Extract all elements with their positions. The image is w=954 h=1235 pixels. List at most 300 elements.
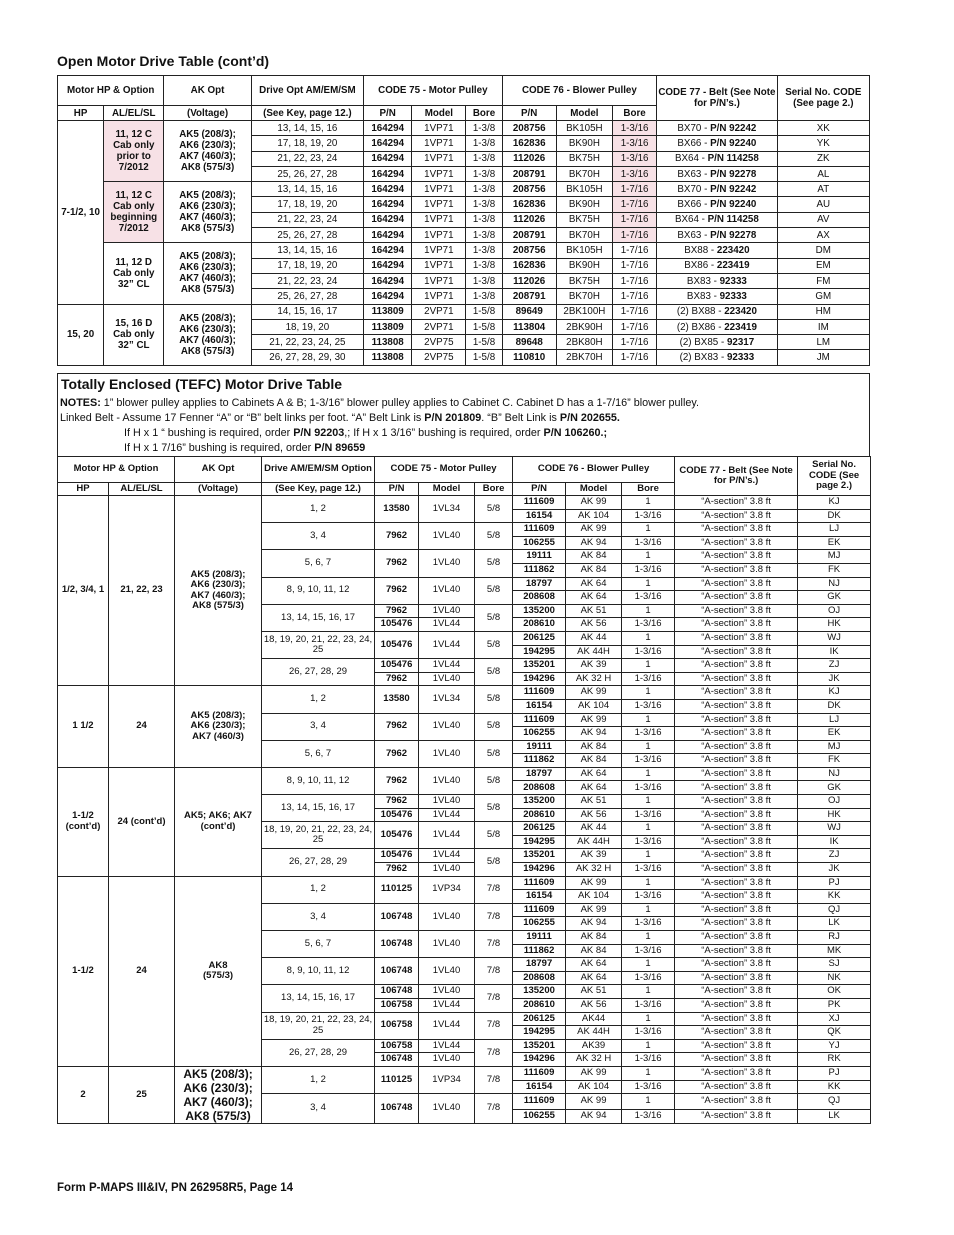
blower-bore-cell: 1-7/16 — [612, 258, 656, 273]
blower-bore-cell: 1-3/16 — [612, 121, 656, 136]
drive-cell: 21, 22, 23, 24 — [251, 151, 363, 166]
serial-code-cell: KK — [798, 890, 871, 904]
option-cell: 24 — [109, 876, 175, 1066]
motor-pn-cell: 164294 — [364, 197, 412, 212]
ak-opt-cell — [164, 304, 251, 365]
motor-model-cell: 1VL40 — [419, 577, 475, 604]
belt-type: BX66 - — [677, 137, 711, 149]
drive-cell: 26, 27, 28, 29 — [262, 849, 375, 876]
belt-cell: “A-section” 3.8 ft — [675, 985, 798, 999]
blower-pn-cell: 111609 — [513, 876, 566, 890]
blower-model-cell: 2BK80H — [556, 335, 612, 350]
blower-pn-cell: 111862 — [513, 944, 566, 958]
ak-opt-cell — [175, 767, 262, 876]
blower-bore-cell: 1-3/16 — [622, 1080, 675, 1094]
serial-code-cell: ZK — [777, 151, 869, 166]
cell-line: AK7 (460/3); — [179, 151, 236, 163]
motor-bore-cell: 5/8 — [475, 577, 513, 604]
motor-pn-cell: 113808 — [364, 350, 412, 365]
cell-line: AK7 (460/3); — [179, 334, 236, 346]
motor-model-cell: 1VL40 — [419, 713, 475, 740]
drive-cell: 1, 2 — [262, 876, 375, 903]
drive-cell: 3, 4 — [262, 903, 375, 930]
blower-pn-cell: 194296 — [513, 1053, 566, 1067]
blower-model-cell: AK 84 — [566, 944, 622, 958]
option-cell: 25 — [109, 1066, 175, 1123]
belt-cell — [657, 228, 777, 243]
motor-bore-cell: 7/8 — [475, 1012, 513, 1039]
header-key: (See Key, page 12.) — [251, 106, 363, 121]
header-pn: P/N — [375, 483, 419, 496]
drive-cell: 3, 4 — [262, 713, 375, 740]
header-voltage: (Voltage) — [175, 483, 262, 496]
blower-bore-cell: 1-3/16 — [622, 808, 675, 822]
serial-code-cell: MK — [798, 944, 871, 958]
belt-pn: 92333 — [726, 352, 755, 364]
blower-pn-cell: 89648 — [502, 335, 556, 350]
blower-model-cell: AK 84 — [566, 931, 622, 945]
serial-code-cell: NK — [798, 971, 871, 985]
header-code76: CODE 76 - Blower Pulley — [502, 76, 657, 106]
serial-code-cell: EK — [798, 727, 871, 741]
blower-pn-cell: 111609 — [513, 523, 566, 537]
drive-cell: 25, 26, 27, 28 — [251, 228, 363, 243]
serial-code-cell: GK — [798, 591, 871, 605]
cell-line: (cont’d) — [200, 820, 236, 832]
serial-code-cell: NJ — [798, 577, 871, 591]
motor-pn-cell: 164294 — [364, 166, 412, 181]
tefc-notes — [60, 396, 699, 456]
blower-pn-cell: 194296 — [513, 672, 566, 686]
motor-bore-cell: 1-3/8 — [466, 243, 502, 258]
blower-pn-cell: 194295 — [513, 645, 566, 659]
blower-bore-cell: 1-3/16 — [622, 1110, 675, 1124]
motor-model-cell: 1VL44 — [419, 808, 475, 822]
note-line-2: Linked Belt - Assume 17 Fenner “A” or “B” belt links per foot. “A” Belt Link is P/N 201809. “B” Belt Link is P/N 202655. — [60, 412, 620, 424]
hp-cell: 2 — [58, 1066, 109, 1123]
ak-opt-cell — [164, 243, 251, 304]
blower-bore-cell: 1 — [622, 822, 675, 836]
blower-pn-cell: 112026 — [502, 212, 556, 227]
serial-code-cell: HK — [798, 808, 871, 822]
motor-model-cell: 1VL44 — [419, 631, 475, 658]
belt-cell: “A-section” 3.8 ft — [675, 890, 798, 904]
blower-model-cell: BK75H — [556, 273, 612, 288]
drive-cell: 1, 2 — [262, 496, 375, 523]
hp-cell: 1 1/2 — [58, 686, 109, 768]
motor-pn-cell: 105476 — [375, 618, 419, 632]
table-row — [58, 496, 871, 510]
blower-pn-cell: 89649 — [502, 304, 556, 319]
blower-model-cell: AK 51 — [566, 795, 622, 809]
header-code75: CODE 75 - Motor Pulley — [375, 457, 513, 483]
cell-line: AK5 (208/3); — [179, 190, 236, 202]
motor-bore-cell: 7/8 — [475, 931, 513, 958]
blower-pn-cell: 206125 — [513, 631, 566, 645]
blower-bore-cell: 1-3/16 — [622, 863, 675, 877]
belt-cell: “A-section” 3.8 ft — [675, 958, 798, 972]
belt-type: BX66 - — [677, 199, 711, 211]
motor-model-cell: 2VP71 — [412, 319, 466, 334]
blower-model-cell: AK 94 — [566, 917, 622, 931]
serial-code-cell: PJ — [798, 1066, 871, 1080]
serial-code-cell: EM — [777, 258, 869, 273]
serial-code-cell: QK — [798, 1026, 871, 1040]
blower-pn-cell: 111862 — [513, 754, 566, 768]
blower-model-cell: BK90H — [556, 258, 612, 273]
blower-pn-cell: 162836 — [502, 258, 556, 273]
belt-pn: P/N 92242 — [710, 183, 757, 195]
hp-cell: 15, 20 — [58, 304, 104, 365]
motor-pn-cell: 110125 — [375, 1066, 419, 1093]
motor-pn-cell: 106748 — [375, 1053, 419, 1067]
motor-model-cell: 1VL40 — [419, 672, 475, 686]
belt-pn: 223419 — [716, 260, 750, 272]
blower-pn-cell: 208756 — [502, 121, 556, 136]
belt-cell: “A-section” 3.8 ft — [675, 808, 798, 822]
serial-code-cell: LK — [798, 1110, 871, 1124]
blower-bore-cell: 1-3/16 — [622, 944, 675, 958]
serial-code-cell: QJ — [798, 1094, 871, 1110]
motor-pn-cell: 7962 — [375, 767, 419, 794]
blower-model-cell: AK44 — [566, 1012, 622, 1026]
belt-cell — [657, 243, 777, 258]
blower-model-cell: BK105H — [556, 243, 612, 258]
motor-bore-cell: 1-5/8 — [466, 335, 502, 350]
ak-opt-cell — [175, 686, 262, 768]
blower-model-cell: AK 39 — [566, 659, 622, 673]
motor-pn-cell: 164294 — [364, 289, 412, 304]
motor-model-cell: 1VL34 — [419, 686, 475, 713]
header-code75: CODE 75 - Motor Pulley — [364, 76, 503, 106]
blower-bore-cell: 1-3/16 — [622, 618, 675, 632]
serial-code-cell: DK — [798, 509, 871, 523]
serial-code-cell: MJ — [798, 740, 871, 754]
drive-cell: 5, 6, 7 — [262, 550, 375, 577]
blower-bore-cell: 1-3/16 — [622, 971, 675, 985]
drive-cell: 26, 27, 28, 29 — [262, 659, 375, 686]
cell-line: AK6 (230/3); — [179, 201, 236, 213]
drive-cell: 3, 4 — [262, 523, 375, 550]
motor-bore-cell: 5/8 — [475, 604, 513, 631]
motor-bore-cell: 5/8 — [475, 550, 513, 577]
motor-model-cell: 2VP71 — [412, 304, 466, 319]
blower-model-cell: AK 64 — [566, 591, 622, 605]
motor-model-cell: 1VL40 — [419, 958, 475, 985]
motor-model-cell: 1VP71 — [412, 228, 466, 243]
blower-bore-cell: 1-3/16 — [622, 591, 675, 605]
belt-pn: P/N 92240 — [710, 199, 757, 211]
table-row — [58, 304, 870, 319]
blower-pn-cell: 208608 — [513, 971, 566, 985]
motor-model-cell: 2VP75 — [412, 350, 466, 365]
ak-opt-cell — [175, 496, 262, 686]
serial-code-cell: LJ — [798, 713, 871, 727]
header-pn: P/N — [502, 106, 556, 121]
motor-pn-cell: 164294 — [364, 136, 412, 151]
motor-model-cell: 2VP75 — [412, 335, 466, 350]
header-ak-opt: AK Opt — [164, 76, 251, 106]
belt-type: BX83 - — [686, 290, 720, 302]
belt-pn: 223420 — [724, 306, 757, 318]
ak-opt-cell — [164, 182, 251, 243]
motor-pn-cell: 7962 — [375, 523, 419, 550]
belt-cell — [657, 182, 777, 197]
belt-cell: “A-section” 3.8 ft — [675, 686, 798, 700]
blower-pn-cell: 208610 — [513, 618, 566, 632]
blower-model-cell: BK70H — [556, 228, 612, 243]
drive-cell: 21, 22, 23, 24 — [251, 273, 363, 288]
header-serial: Serial No. CODE (See page 2.) — [777, 76, 869, 121]
serial-code-cell: AT — [777, 182, 869, 197]
blower-bore-cell: 1-7/16 — [612, 319, 656, 334]
drive-cell: 18, 19, 20, 21, 22, 23, 24, 25 — [262, 631, 375, 658]
header-pn: P/N — [513, 483, 566, 496]
belt-cell: “A-section” 3.8 ft — [675, 795, 798, 809]
blower-model-cell: BK105H — [556, 182, 612, 197]
belt-cell — [657, 335, 777, 350]
cell-line: AK6 (230/3); — [183, 1080, 253, 1095]
motor-pn-cell: 164294 — [364, 212, 412, 227]
cell-line: AK8 (575/3) — [180, 284, 235, 296]
motor-model-cell: 1VL40 — [419, 795, 475, 809]
blower-model-cell: AK 56 — [566, 808, 622, 822]
blower-bore-cell: 1-3/16 — [622, 699, 675, 713]
blower-bore-cell: 1 — [622, 604, 675, 618]
blower-pn-cell: 208610 — [513, 998, 566, 1012]
cell-line: AK8 (575/3) — [192, 600, 244, 612]
motor-model-cell: 1VP71 — [412, 273, 466, 288]
motor-pn-cell: 13580 — [375, 496, 419, 523]
motor-bore-cell: 1-3/8 — [466, 289, 502, 304]
blower-model-cell: AK 64 — [566, 971, 622, 985]
belt-cell: “A-section” 3.8 ft — [675, 767, 798, 781]
motor-pn-cell: 105476 — [375, 631, 419, 658]
blower-pn-cell: 112026 — [502, 151, 556, 166]
serial-code-cell: GM — [777, 289, 869, 304]
serial-code-cell: PK — [798, 998, 871, 1012]
belt-cell: “A-section” 3.8 ft — [675, 998, 798, 1012]
blower-pn-cell: 194296 — [513, 863, 566, 877]
motor-bore-cell: 7/8 — [475, 876, 513, 903]
belt-type: BX64 - — [674, 153, 708, 165]
motor-pn-cell: 110125 — [375, 876, 419, 903]
blower-model-cell: AK 104 — [566, 890, 622, 904]
blower-pn-cell: 106255 — [513, 1110, 566, 1124]
motor-pn-cell: 113808 — [364, 335, 412, 350]
blower-model-cell: AK 64 — [566, 781, 622, 795]
blower-pn-cell: 111609 — [513, 1094, 566, 1110]
belt-type: (2) BX85 - — [679, 336, 727, 348]
blower-model-cell: AK 84 — [566, 563, 622, 577]
blower-model-cell: AK 44H — [566, 1026, 622, 1040]
belt-cell: “A-section” 3.8 ft — [675, 631, 798, 645]
motor-model-cell: 1VL44 — [419, 1012, 475, 1039]
belt-cell — [657, 304, 777, 319]
motor-model-cell: 1VP71 — [412, 289, 466, 304]
belt-pn: P/N 92278 — [710, 168, 757, 180]
blower-bore-cell: 1-3/16 — [622, 890, 675, 904]
blower-bore-cell: 1-3/16 — [622, 998, 675, 1012]
serial-code-cell: IK — [798, 645, 871, 659]
blower-bore-cell: 1 — [622, 767, 675, 781]
header-bore: Bore — [622, 483, 675, 496]
motor-bore-cell: 1-3/8 — [466, 273, 502, 288]
motor-model-cell: 1VP34 — [419, 1066, 475, 1093]
header-model: Model — [566, 483, 622, 496]
blower-model-cell: 2BK100H — [556, 304, 612, 319]
blower-bore-cell: 1 — [622, 931, 675, 945]
blower-pn-cell: 206125 — [513, 822, 566, 836]
cell-line: AK7 (460/3); — [179, 212, 236, 224]
belt-cell: “A-section” 3.8 ft — [675, 903, 798, 917]
blower-model-cell: 2BK90H — [556, 319, 612, 334]
belt-cell: “A-section” 3.8 ft — [675, 1053, 798, 1067]
motor-model-cell: 1VL40 — [419, 863, 475, 877]
serial-code-cell: RJ — [798, 931, 871, 945]
blower-bore-cell: 1 — [622, 876, 675, 890]
motor-bore-cell: 7/8 — [475, 1094, 513, 1124]
belt-cell: “A-section” 3.8 ft — [675, 944, 798, 958]
blower-bore-cell: 1-7/16 — [612, 350, 656, 365]
blower-pn-cell: 111609 — [513, 713, 566, 727]
blower-model-cell: BK75H — [556, 212, 612, 227]
belt-cell — [657, 319, 777, 334]
drive-cell: 17, 18, 19, 20 — [251, 258, 363, 273]
blower-model-cell: BK105H — [556, 121, 612, 136]
header-motor-hp-option: Motor HP & Option — [58, 457, 175, 483]
motor-model-cell: 1VL40 — [419, 903, 475, 930]
motor-bore-cell: 1-3/8 — [466, 228, 502, 243]
belt-pn: 223419 — [724, 321, 757, 333]
tefc-title: Totally Enclosed (TEFC) Motor Drive Table — [61, 376, 343, 392]
blower-bore-cell: 1-3/16 — [612, 166, 656, 181]
blower-pn-cell: 19111 — [513, 550, 566, 564]
blower-model-cell: AK 104 — [566, 699, 622, 713]
blower-model-cell: BK90H — [556, 197, 612, 212]
motor-model-cell: 1VL44 — [419, 659, 475, 673]
drive-cell: 8, 9, 10, 11, 12 — [262, 767, 375, 794]
motor-model-cell: 1VL40 — [419, 550, 475, 577]
belt-cell: “A-section” 3.8 ft — [675, 727, 798, 741]
motor-pn-cell: 106748 — [375, 1094, 419, 1124]
blower-model-cell: AK 32 H — [566, 672, 622, 686]
serial-code-cell: IM — [777, 319, 869, 334]
motor-pn-cell: 106748 — [375, 903, 419, 930]
option-cell: 24 (cont’d) — [109, 767, 175, 876]
serial-code-cell: GK — [798, 781, 871, 795]
blower-model-cell: AK 64 — [566, 767, 622, 781]
motor-bore-cell: 7/8 — [475, 903, 513, 930]
motor-pn-cell: 113809 — [364, 304, 412, 319]
header-drive-opt: Drive Opt AM/EM/SM — [251, 76, 363, 106]
motor-bore-cell: 1-5/8 — [466, 319, 502, 334]
blower-model-cell: BK75H — [556, 151, 612, 166]
blower-model-cell: AK 84 — [566, 740, 622, 754]
blower-pn-cell: 19111 — [513, 931, 566, 945]
belt-cell: “A-section” 3.8 ft — [675, 550, 798, 564]
serial-code-cell: NJ — [798, 767, 871, 781]
motor-model-cell: 1VP71 — [412, 258, 466, 273]
belt-cell: “A-section” 3.8 ft — [675, 849, 798, 863]
cell-line: AK8 (575/3) — [180, 345, 235, 357]
header-model: Model — [556, 106, 612, 121]
motor-pn-cell: 106748 — [375, 931, 419, 958]
blower-bore-cell: 1-3/16 — [622, 1053, 675, 1067]
blower-pn-cell: 162836 — [502, 197, 556, 212]
blower-bore-cell: 1-7/16 — [612, 289, 656, 304]
serial-code-cell: AL — [777, 166, 869, 181]
blower-bore-cell: 1-7/16 — [612, 335, 656, 350]
blower-pn-cell: 16154 — [513, 1080, 566, 1094]
blower-bore-cell: 1-3/16 — [622, 1026, 675, 1040]
blower-bore-cell: 1-3/16 — [622, 727, 675, 741]
blower-model-cell: AK 56 — [566, 998, 622, 1012]
serial-code-cell: JK — [798, 863, 871, 877]
note-line-1: NOTES: 1” blower pulley applies to Cabinets A & B; 1-3/16” blower pulley applies to Cabinet C. Cabinet D has a 1-7/16” blower pulley. — [60, 397, 699, 409]
motor-pn-cell: 106758 — [375, 1039, 419, 1053]
blower-model-cell: AK 39 — [566, 849, 622, 863]
belt-cell — [657, 197, 777, 212]
blower-pn-cell: 106255 — [513, 727, 566, 741]
serial-code-cell: JM — [777, 350, 869, 365]
blower-bore-cell: 1-3/16 — [622, 672, 675, 686]
open-motor-drive-table — [57, 75, 870, 366]
belt-cell: “A-section” 3.8 ft — [675, 822, 798, 836]
belt-type: BX64 - — [674, 214, 708, 226]
blower-bore-cell: 1 — [622, 849, 675, 863]
header-code77: CODE 77 - Belt (See Note for P/N’s.) — [657, 76, 777, 121]
belt-cell — [657, 350, 777, 365]
blower-bore-cell: 1 — [622, 523, 675, 537]
belt-cell: “A-section” 3.8 ft — [675, 1094, 798, 1110]
drive-cell: 8, 9, 10, 11, 12 — [262, 577, 375, 604]
cell-line: AK6 (230/3); — [190, 579, 246, 591]
blower-bore-cell: 1-3/16 — [612, 151, 656, 166]
blower-pn-cell: 113804 — [502, 319, 556, 334]
blower-bore-cell: 1 — [622, 985, 675, 999]
belt-cell — [657, 258, 777, 273]
blower-model-cell: AK 44 — [566, 822, 622, 836]
header-ak-opt: AK Opt — [175, 457, 262, 483]
cell-line: AK7 (460/3); — [190, 589, 246, 601]
blower-model-cell: AK 94 — [566, 536, 622, 550]
motor-model-cell: 1VL34 — [419, 496, 475, 523]
serial-code-cell: QJ — [798, 903, 871, 917]
serial-code-cell: YK — [777, 136, 869, 151]
belt-pn: 223420 — [716, 245, 750, 257]
blower-bore-cell: 1-7/16 — [612, 197, 656, 212]
cell-line: AK6 (230/3); — [179, 262, 236, 274]
blower-pn-cell: 106255 — [513, 536, 566, 550]
motor-pn-cell: 106758 — [375, 1012, 419, 1039]
motor-bore-cell: 7/8 — [475, 1066, 513, 1093]
blower-bore-cell: 1-7/16 — [612, 273, 656, 288]
belt-cell: “A-section” 3.8 ft — [675, 931, 798, 945]
drive-cell: 25, 26, 27, 28 — [251, 289, 363, 304]
blower-bore-cell: 1 — [622, 740, 675, 754]
motor-pn-cell: 105476 — [375, 822, 419, 849]
drive-cell: 1, 2 — [262, 1066, 375, 1093]
drive-cell: 13, 14, 15, 16, 17 — [262, 795, 375, 822]
serial-code-cell: HK — [798, 618, 871, 632]
motor-bore-cell: 5/8 — [475, 822, 513, 849]
drive-cell: 21, 22, 23, 24, 25 — [251, 335, 363, 350]
motor-model-cell: 1VP71 — [412, 151, 466, 166]
header-key: (See Key, page 12.) — [262, 483, 375, 496]
blower-pn-cell: 208610 — [513, 808, 566, 822]
belt-type: BX86 - — [684, 260, 717, 272]
